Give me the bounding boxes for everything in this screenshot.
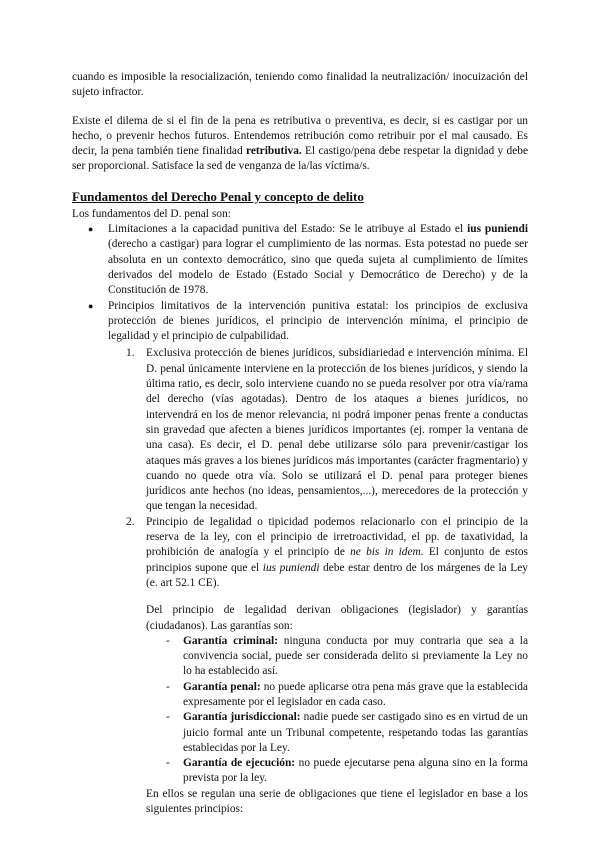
text: ninguna conducta por muy contraria que sea a la convivencia social, puede ser considerada delito si previamente la Ley no lo ha establecido así. [183, 634, 528, 678]
paragraph-closing: En ellos se regulan una serie de obligaciones que tiene el legislador en base a los siguientes principios: [146, 787, 528, 816]
text: Exclusiva protección de bienes jurídicos, subsidiariedad e intervención mínima. El D. penal únicamente interviene en la protección de los bienes jurídicos, y siendo la última ratio, es decir, solo interviene cuando no se pueda resolver por otra vía/rama del derecho (vías agotadas). Dentro de los ataques a bienes jurídicos, no intervendrá en los de menor relevancia, ni podrá imponer penas frente a conductas sin gravedad que afecten a bienes jurídicos importantes (ej. romper la ventana de una casa). Es decir, el D. penal debe utilizarse sólo para prevenir/castigar los ataques más graves a los bienes jurídicos más importantes (carácter fragmentario) y cuando no quede otra vía. Solo se utilizará el D. penal para proteger bienes jurídicos ante hechos (no ideas, pensamientos,...), merecedores de la protección y que tengan la necesidad. [146, 347, 528, 513]
paragraph-dilema [72, 114, 528, 175]
italic-term: ius puniendi [262, 561, 320, 574]
bullet-limitaciones [88, 222, 528, 298]
text: no puede ejecutarse pena alguna sino en la forma prevista por la ley. [183, 757, 528, 785]
garantia-title: Garantía de ejecución: [183, 757, 296, 770]
text: Principio de legalidad o tipicidad podemos relacionarlo con el principio de la reserva de la ley, con el principio de irretroactividad, el pp. de taxatividad, la prohibición de analogía y el principio de [146, 515, 528, 559]
italic-term: ne bis in idem. [350, 546, 424, 559]
text: (derecho a castigar) para lograr el cumplimiento de las normas. Esta potestad no puede ser absoluta en un contexto democrático, sino que queda sujeta al cumplimiento de límites derivados del modelo de Estado (Estado Social y Democrático de Derecho) y de la Constitución de 1978. [108, 238, 528, 297]
garantia-jurisdiccional [166, 710, 528, 756]
paragraph-resocializacion: cuando es imposible la resocialización, teniendo como finalidad la neutralización/ inocuización del sujeto infractor. [72, 71, 528, 99]
bullet-marker: ● [88, 224, 94, 235]
text: Existe el dilema de si el fin de la pena es retributiva o preventiva, es decir, si es castigar por un hecho, o prevenir hechos futuros. Entendemos retribución como retribuir por el mal causado. Es decir, la pena también tiene finalidad [72, 114, 528, 158]
bullet-marker: ● [88, 300, 94, 311]
garantia-penal [166, 680, 528, 711]
text: Limitaciones a la capacidad punitiva del Estado: Se le atribuye al Estado el [108, 223, 468, 236]
numbered-item-legalidad [126, 515, 528, 591]
text: El castigo/pena debe respetar la dignidad y debe ser proporcional. Satisface la sed de venganza de la/las víctima/s. [72, 145, 528, 173]
dash-marker: - [166, 634, 170, 647]
text: debe estar dentro de los márgenes de la Ley (e. art 52.1 CE). [146, 561, 528, 589]
list-number: 2. [126, 515, 135, 528]
numbered-item-exclusiva-proteccion [126, 346, 528, 514]
text: nadie puede ser castigado sino es en virtud de un juicio formal ante un Tribunal competente, respetando todas las garantías establecidas por la Ley. [183, 711, 528, 754]
garantia-title: Garantía jurisdiccional: [183, 711, 301, 724]
dash-marker: - [166, 680, 170, 693]
list-number: 1. [126, 347, 135, 360]
section-heading: Fundamentos del Derecho Penal y concepto de delito [72, 188, 364, 204]
bold-term: retributiva. [245, 145, 302, 158]
garantia-title: Garantía criminal: [183, 634, 278, 647]
garantia-ejecucion [166, 756, 528, 787]
text: no puede aplicarse otra pena más grave que la establecida expresamente por el legislador en cada caso. [183, 680, 528, 708]
text: El conjunto de estos principios supone que el [146, 546, 528, 574]
garantia-title: Garantía penal: [183, 680, 261, 693]
garantia-criminal [166, 634, 528, 680]
paragraph-garantias-intro: Del principio de legalidad derivan obligaciones (legislador) y garantías (ciudadanos). Las garantías son: [146, 604, 528, 632]
bullet-principios [88, 299, 528, 345]
intro-text: Los fundamentos del D. penal son: [72, 207, 231, 220]
bold-term: ius puniendi [467, 223, 528, 236]
text: Principios limitativos de la intervención punitiva estatal: los principios de exclusiva protección de bienes jurídicos, el principio de intervención mínima, el principio de legalidad y el principio de culpabilidad. [108, 299, 528, 343]
dash-marker: - [166, 711, 170, 724]
dash-marker: - [166, 757, 170, 770]
